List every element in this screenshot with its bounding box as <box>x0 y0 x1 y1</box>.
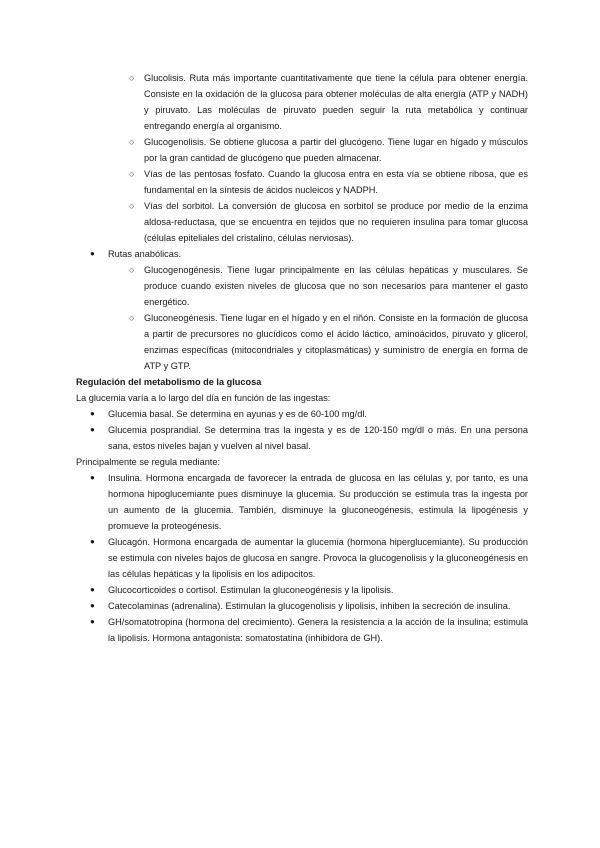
list-item-text: Glucogenolisis. Se obtiene glucosa a partir del glucógeno. Tiene lugar en hígado y músculos por la gran cantidad de glucógeno que pueden almacenar. <box>144 137 528 163</box>
circle-bullet: ○ <box>129 201 135 211</box>
list-item-text: Glucemia basal. Se determina en ayunas y es de 60-100 mg/dl. <box>108 409 367 419</box>
list-item-glucemia-posprandial <box>76 422 528 454</box>
list-item-insulina <box>76 470 528 534</box>
list-item-text: Rutas anabólicas. <box>108 249 182 259</box>
list-item-text: Glucolisis. Ruta más importante cuantitativamente que tiene la célula para obtener energía. Consiste en la oxidación de la glucosa para obtener moléculas de alta energía (ATP y NADH) y piruvato. Las moléculas de piruvato pueden seguir la ruta metabólica y continuar entregando energía al organismo. <box>144 73 528 131</box>
paragraph-regulators-intro: Principalmente se regula mediante: <box>76 457 221 467</box>
page-content <box>76 70 528 646</box>
disc-bullet: ● <box>90 249 95 258</box>
circle-bullet: ○ <box>129 313 135 323</box>
list-item-text: Glucogenogénesis. Tiene lugar principalmente en las células hepáticas y musculares. Se produce cuando existen niveles de glucosa que no son necesarios para mantener el gasto energético. <box>144 265 528 307</box>
list-item-glucogenogenesis <box>76 262 528 310</box>
list-item-text: Glucagón. Hormona encargada de aumentar la glucemia (hormona hiperglucemiante). Su producción se estimula con niveles bajos de glucosa en sangre. Provoca la glucogenolisis y la gluconeogénesis en las células hepáticas y la lipolisis en los adipocitos. <box>108 537 528 579</box>
disc-bullet: ● <box>90 601 95 610</box>
list-item-somatotropina <box>76 614 528 646</box>
circle-bullet: ○ <box>129 169 135 179</box>
list-item-glucolisis <box>76 70 528 134</box>
disc-bullet: ● <box>90 425 95 434</box>
list-item-gluconeogenesis <box>76 310 528 374</box>
list-item-text: Catecolaminas (adrenalina). Estimulan la glucogenolisis y lipolisis, inhiben la secreción de insulina. <box>108 601 511 611</box>
disc-bullet: ● <box>90 617 95 626</box>
disc-bullet: ● <box>90 473 95 482</box>
disc-bullet: ● <box>90 537 95 546</box>
disc-bullet: ● <box>90 585 95 594</box>
list-item-text: Insulina. Hormona encargada de favorecer la entrada de glucosa en las células y, por tanto, es una hormona hipoglucemiante pues disminuye la glucemia. Su producción se estimula tras la ingesta por un aumento de la glucemia. También, disminuye la gluconeogénesis, estimula la lipogénesis y promueve la proteogénesis. <box>108 473 528 531</box>
list-item-text: Vías de las pentosas fosfato. Cuando la glucosa entra en esta vía se obtiene ribosa, que es fundamental en la síntesis de ácidos nucleicos y NADPH. <box>144 169 528 195</box>
circle-bullet: ○ <box>129 265 135 275</box>
list-item-text: Gluconeogénesis. Tiene lugar en el hígado y en el riñón. Consiste en la formación de glucosa a partir de precursores no glucídicos como el ácido láctico, aminoácidos, piruvato y glicerol, enzimas específicas (mitocondriales y citoplasmáticas) y suministro de energía en forma de ATP y GTP. <box>144 313 528 371</box>
list-item-pentosas <box>76 166 528 198</box>
list-item-text: Vías del sorbitol. La conversión de glucosa en sorbitol se produce por medio de la enzima aldosa-reductasa, que se encuentra en tejidos que no requieren insulina para tomar glucosa (células epiteliales del cristalino, células nerviosas). <box>144 201 528 243</box>
list-item-text: Glucocorticoides o cortisol. Estimulan la gluconeogénesis y la lipolisis. <box>108 585 394 595</box>
list-item-glucocorticoides <box>76 582 528 598</box>
list-item-text: GH/somatotropina (hormona del crecimiento). Genera la resistencia a la acción de la insulina; estimula la lipolisis. Hormona antagonista: somatostatina (inhibidora de GH). <box>108 617 528 643</box>
circle-bullet: ○ <box>129 73 135 83</box>
list-item-text: Glucemia posprandial. Se determina tras la ingesta y es de 120-150 mg/dl o más. En una persona sana, estos niveles bajan y vuelven al nivel basal. <box>108 425 528 451</box>
disc-bullet: ● <box>90 409 95 418</box>
paragraph-glycemia-intro: La glucemia varía a lo largo del día en función de las ingestas: <box>76 393 331 403</box>
list-item-rutas-anabolicas <box>76 246 528 262</box>
list-item-glucagon <box>76 534 528 582</box>
list-item-sorbitol <box>76 198 528 246</box>
list-item-glucogenolisis <box>76 134 528 166</box>
list-item-glucemia-basal <box>76 406 528 422</box>
list-item-catecolaminas <box>76 598 528 614</box>
section-heading: Regulación del metabolismo de la glucosa <box>76 377 262 387</box>
circle-bullet: ○ <box>129 137 135 147</box>
